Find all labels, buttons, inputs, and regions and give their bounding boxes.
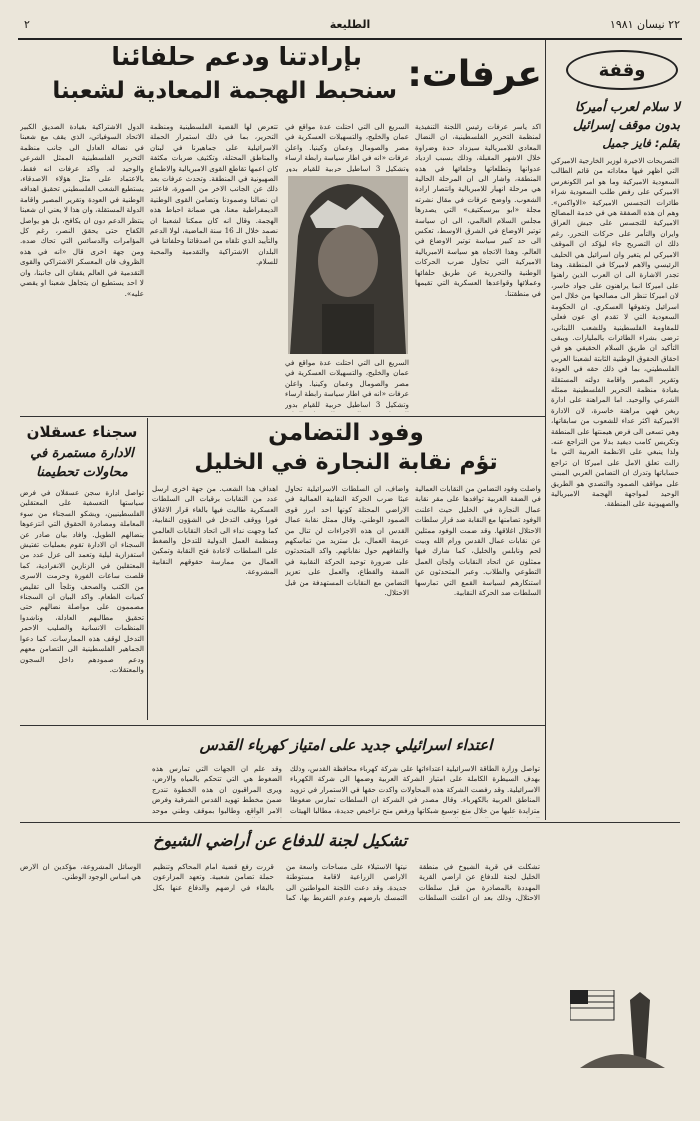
main-headline: سنحبط الهجمة المعادية لشعبنا bbox=[52, 78, 397, 104]
prison-kicker: سجناء عسقلان bbox=[26, 423, 138, 441]
page-number: ٢ bbox=[24, 18, 30, 31]
arafat-photo bbox=[288, 176, 408, 354]
main-kicker: بإرادتنا ودعم حلفائنا bbox=[111, 42, 362, 71]
column-rule bbox=[545, 40, 546, 820]
column-rule bbox=[147, 418, 148, 720]
side-title-line2: بدون موقف إسرائيل bbox=[572, 117, 680, 132]
electricity-article-text: تواصل وزارة الطاقة الاسرائيلية اعتداءاتها على شركة كهرباء محافظة القدس، وذلك بهدف السيطرة الكاملة على امتياز الشركة العربية وضمها الى شركة الكهرباء الاسرائيلية. وقد رفضت الشركة هذه المحاولات واكدت حقها في الاستمرار في تزويد المناطق العربية بالكهرباء. وقال مصدر في الشركة ان السلطات تمارس ضغوطا متزايدة عليها من خلال منع توسيع شبكاتها ورفض منح تراخيص جديدة، مطالبا الهيئات bbox=[290, 764, 540, 815]
main-article-text: الدول الاشتراكية بقيادة الصديق الكبير الاتحاد السوفياتي، الذي يقف مع شعبنا في نضاله العادل الى جانب منظمة التحرير الفلسطينية الممثل الشرعي والوحيد له. واكد عرفات انه فقط، بالاعتماد على مثل هؤلاء الاصدقاء، يستطيع الشعب الفلسطيني تحقيق اهدافه الوطنية في العودة وتقرير المصير واقامة الدولة المستقلة، وان هذا لا يعني ان شعبنا ينتظر الدعم دون ان يكافح، بل هو يواصل الكفاح حتى يحقق النصر، رغم كل المؤامرات والدسائس التي تحاك ضده. ومن جهة اخرى قال «انه في هذه الظروف فان المعسكر الاشتراكي والقوى التقدمية في العالم يقفان الى جانبنا، وان لا احد يستطيع ان يتجاهل شعبنا او يقضي عليه». bbox=[20, 122, 144, 298]
electricity-headline: اعتداء اسرائيلي جديد على امتياز كهرباء القدس bbox=[199, 736, 493, 754]
section-rule bbox=[20, 416, 545, 417]
side-title-line1: لا سلام لعرب أميركا bbox=[575, 99, 680, 114]
prison-article-text: تواصل ادارة سجن عسقلان في فرض سياستها التعسفية على المعتقلين الفلسطينيين، ويشكو السجناء من سوء المعاملة ومصادرة الحقوق التي انتزعوها بنضالهم الطويل. وافاد بيان صادر عن السجناء ان الادارة تقوم بعمليات تفتيش استفزازية ليلية وتعمد الى عزل عدد من المعتقلين في الزنازين الانفرادية، كما قلصت ساعات الفورة وحرمت الاسرى من الكتب والصحف وتلجأ الى تقليص كميات الطعام. واكد البيان ان السجناء مصممون على مواصلة نضالهم حتى تحقيق مطالبهم العادلة، وناشدوا المنظمات الانسانية والصليب الاحمر التدخل لوقف هذه الممارسات. كما دعوا الجماهير الفلسطينية الى التضامن معهم ودعم صمودهم داخل السجون والمعتقلات. bbox=[20, 488, 144, 674]
lands-article-text: تشكلت في قرية الشيوخ في منطقة الخليل لجنة للدفاع عن اراضي القرية المهددة بالمصادرة من قبل سلطات الاحتلال، وذلك بعد ان اعلنت السلطات نيتها الاستيلاء على مساحات واسعة من الاراضي الزراعية لاقامة مستوطنة جديدة. وقد دعت اللجنة المواطنين الى التمسك بارضهم وعدم التفريط بها، كما قررت رفع قضية امام المحاكم وتنظيم حملة تضامن شعبية. وتعهد المزارعون بالبقاء في ارضهم والدفاع عنها بكل الوسائل المشروعة، مؤكدين ان الارض هي اساس الوجود الوطني. bbox=[20, 862, 540, 903]
main-article-text: السريع الى التي احتلت عدة مواقع في عمان والخليج، والتسهيلات العسكرية في مصر والصومال وعمان وكينيا. واعلن عرفات «انه في اطار سياسة رابطة ارساء وتشكيل 3 اساطيل حربية للقيام بدور bbox=[285, 122, 409, 172]
side-author: بقلم: فايز جميل bbox=[602, 136, 680, 150]
hebron-article-text: واصلت وفود التضامن من النقابات العمالية في الضفة الغربية توافدها على مقر نقابة عمال النجارة في الخليل حيث اعلنت الوفود تضامنها مع النقابة ضد قرار سلطات الاحتلال اغلاقها. وقد ضمت الوفود ممثلين عن نقابات عمال القدس ورام الله وبيت لحم ونابلس والخليل، كما شارك فيها ممثلون عن اتحاد النقابات ولجان العمل التطوعي والطلاب. وعبر المتحدثون عن استنكارهم لسياسة القمع التي تمارسها السلطات ضد الحركة النقابية. bbox=[415, 484, 541, 598]
main-headline-block bbox=[20, 44, 542, 114]
side-badge: وقفة bbox=[566, 50, 678, 90]
hebron-headline: تؤم نقابة النجارة في الخليل bbox=[194, 450, 498, 475]
date: ٢٢ نيسان ١٩٨١ bbox=[609, 18, 680, 31]
main-article-text: السريع الى التي احتلت عدة مواقع في عمان والخليج، والتسهيلات العسكرية في مصر والصومال وعمان وكينيا. واعلن عرفات «انه في اطار سياسة رابطة ارساء وتشكيل 3 اساطيل حربية للقيام بدور bbox=[285, 358, 409, 409]
hebron-article-text: واضاف، ان السلطات الاسرائيلية تحاول عبثا ضرب الحركة النقابية العمالية في الاراضي المحتلة كونها احد ابرز قوى الصمود الوطني. وقال ممثل نقابة عمال القدس ان هذه الاجراءات لن تنال من عزيمة العمال، بل ستزيد من تماسكهم والتفافهم حول نقاباتهم. واكد المتحدثون على ضرورة توحيد الحركة النقابية في الضفة والقطاع، والعمل على تعزيز التضامن مع النقابات المستهدفة من قبل الاحتلال. bbox=[285, 484, 409, 598]
page-header bbox=[18, 16, 682, 40]
hebron-article-text: اهداف هذا الشعب. من جهة اخرى ارسل عدد من النقابات برقيات الى السلطات العسكرية طالبت فيها بالغاء قرار الاغلاق فورا ووقف التدخل في الشؤون النقابية، كما وجهت نداء الى اتحاد النقابات العالمي ومنظمة العمل الدولية للتدخل والضغط على السلطات لاعادة فتح النقابة وتمكين العمال من ممارسة حقوقهم النقابية المشروعة. bbox=[152, 484, 278, 577]
electricity-article-text: وقد علم ان الجهات التي تمارس هذه الضغوط هي التي تتحكم بالمياه والارض، ويرى المراقبون ان هذه الخطوة تندرج ضمن مخطط تهويد القدس الشرقية وفرض الامر الواقع، وطالبوا بموقف وطني موحد bbox=[152, 764, 282, 815]
main-article-text: اكد ياسر عرفات رئيس اللجنة التنفيذية لمنظمة التحرير الفلسطينية، ان النضال المعادي للامبريالية سيزداد حدة وضراوة خلال الاشهر المقبلة، وذلك بسبب ازدياد عدوانها وتطلعاتها وحلفائها في هذه المنطقة، واشار الى ان المرحلة الحالية هي مرحلة انهيار للامبريالية وانتصار ارادة الشعوب. واوضح عرفات في مقال نشرته مجلة «ابو بيرسبكتيف» التي يصدرها مجلس السلام العالمي، الى ان سياسة توتير الاوضاع في الشرق الاوسط، تعكس الى حد كبير سياسة توتير الاوضاع في العالم. وهذا الاتجاه هو سياسة الامبريالية الاميركية التي تحاول ضرب الحركات الوطنية والتحررية عن طريق حلفائها وعملائها وقواعدها العسكرية التي تقيمها في منطقتنا. bbox=[415, 122, 541, 298]
lands-headline: تشكيل لجنة للدفاع عن أراضي الشيوخ bbox=[153, 831, 407, 850]
paper-name: الطليعة bbox=[329, 18, 371, 31]
main-speaker: عرفات: bbox=[407, 54, 542, 95]
cartoon-illustration bbox=[570, 990, 670, 1070]
prison-headline: الادارة مستمرة في محاولات تحطيمنا bbox=[30, 446, 134, 480]
side-title bbox=[550, 98, 680, 152]
main-article-text: تتعرض لها القضية الفلسطينية ومنظمة التحرير، بما في ذلك استمرار الحملة الاسرائيلية على جماهيرنا في لبنان والمناطق المحتلة، وتكثيف ضربات مكثفة كان اعمها تقاطع القوى الامبريالية والاطماع الصهيونية في المنطقة. وتحدث عرفات بعد ذلك عن الجانب الاخر من الصورة، فاعتبر ان نضالنا وصمودنا وتضامن القوى الوطنية الديمقراطية معنا، هي ضمانة احباط هذه الهجمة. وقال انه كان ممكنا لشعبنا ان نصمد خلال الـ 16 سنة الماضية، لولا الدعم والتأييد الذي تلقاه من اصدقائنا وحلفائنا في البلدان الاشتراكية والتقدمية والمحبة للسلام. bbox=[150, 122, 278, 267]
side-article-text: التصريحات الاخيرة لوزير الخارجية الاميركي التي اظهر فيها معاداته من قائم الطالب السعودية الاميركية وما هو امر الكونغرس الاميركي على رفض طلب السعودية شراء طائرات التجسس الاميركية «الاواكس». وهم ان هذه الصفقة هي في خدمة المصالح الاميركية للتجسس على جيش العراق وايران والتأمر على حركات التحرر. رغم ذلك ان التصريح جاء ليؤكد ان الموقف الاميركي لم يتغير وان اسرائيل هي الحليف الرئيسي والاهم لاميركا في المنطقة. وهنا تجدر الاشارة الى ان العرب الذين راهنوا على اميركا انما يراهنون على جواد خاسر، لان اميركا تنظر الى مصالحها من خلال امن اسرائيل وتفوقها العسكري. ان الحكومة السعودية التي لا تقدم اي عون فعلي للمقاومة الفلسطينية وللشعب اللبناني، ترضى بشراء الطائرات بالمليارات. ويبقى التأكيد ان طريق السلام الحقيقي هو في احقاق الحقوق الوطنية الثابتة لشعبنا العربي الفلسطيني، بما في ذلك حقه في العودة وتقرير المصير واقامة دولته المستقلة بقيادة منظمة التحرير الفلسطينية ممثله الشرعي والوحيد. اما المراهنة على ادارة ريغن فهي مراهنة خاسرة، لان الادارة الاميركية اكثر عداء للشعوب من سابقاتها، وهي تسعى الى فرض هيمنتها على المنطقة وتكريس كامب ديفيد بدلا من التراجع عنه. ولذا ينبغي على الانظمة العربية التي ما زالت تعلق الامل على اميركا ان تراجع حساباتها وتدرك ان التضامن العربي المبني على مواقف الصمود والتصدي هو الطريق الوحيد لمواجهة الهجمة الامبريالية والصهيونية على المنطقة. bbox=[551, 156, 679, 509]
hebron-kicker: وفود التضامن bbox=[268, 420, 424, 446]
